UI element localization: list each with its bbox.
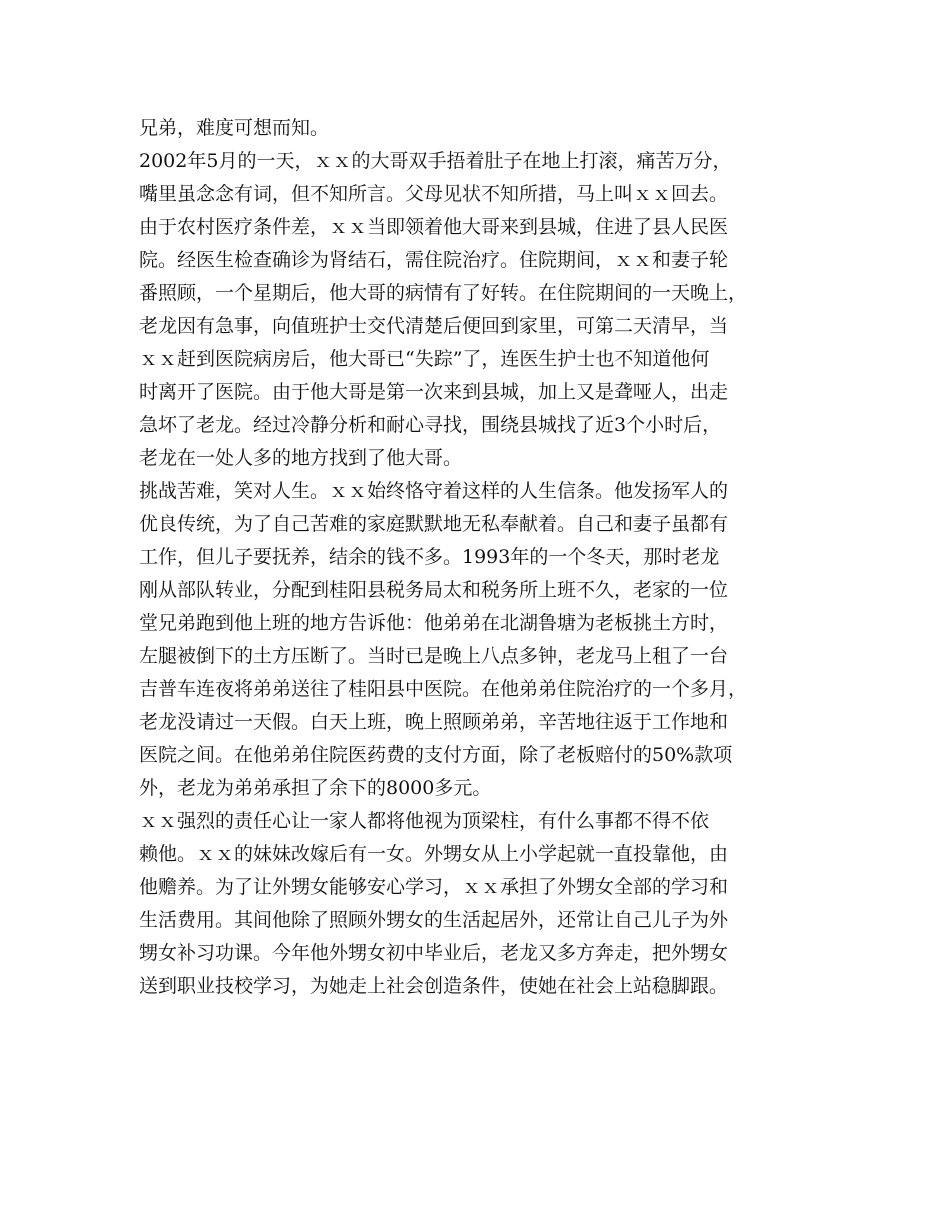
text-line: 左腿被倒下的土方压断了。当时已是晚上八点多钟，老龙马上租了一台 bbox=[139, 645, 729, 667]
text-line: ｘｘ赶到医院病房后，他大哥已“失踪”了，连医生护士也不知道他何 bbox=[139, 348, 710, 370]
text-line: 优良传统，为了自己苦难的家庭默默地无私奉献着。自己和妻子虽都有 bbox=[139, 513, 729, 535]
document-body bbox=[139, 112, 839, 1003]
text-line: 2002年5月的一天，ｘｘ的大哥双手捂着肚子在地上打滚，痛苦万分， bbox=[139, 150, 732, 172]
text-line: 医院之间。在他弟弟住院医药费的支付方面，除了老板赔付的50%款项 bbox=[139, 744, 733, 766]
text-line: 堂兄弟跑到他上班的地方告诉他：他弟弟在北湖鲁塘为老板挑土方时， bbox=[139, 612, 729, 634]
text-line: 老龙因有急事，向值班护士交代清楚后便回到家里，可第二天清早，当 bbox=[139, 315, 729, 337]
text-line: 吉普车连夜将弟弟送往了桂阳县中医院。在他弟弟住院治疗的一个多月， bbox=[139, 678, 748, 700]
text-line: ｘｘ强烈的责任心让一家人都将他视为顶梁柱，有什么事都不得不依 bbox=[139, 810, 710, 832]
text-line: 送到职业技校学习，为她走上社会创造条件，使她在社会上站稳脚跟。 bbox=[139, 975, 729, 997]
text-line: 由于农村医疗条件差，ｘｘ当即领着他大哥来到县城，住进了县人民医 bbox=[139, 216, 729, 238]
text-line: 他赡养。为了让外甥女能够安心学习，ｘｘ承担了外甥女全部的学习和 bbox=[139, 876, 729, 898]
text-line: 工作，但儿子要抚养，结余的钱不多。1993年的一个冬天，那时老龙 bbox=[139, 546, 720, 568]
text-line: 刚从部队转业，分配到桂阳县税务局太和税务所上班不久，老家的一位 bbox=[139, 579, 729, 601]
text-line: 生活费用。其间他除了照顾外甥女的生活起居外，还常让自己儿子为外 bbox=[139, 909, 729, 931]
text-line: 兄弟，难度可想而知。 bbox=[139, 117, 330, 139]
text-line: 急坏了老龙。经过冷静分析和耐心寻找，围绕县城找了近3个小时后， bbox=[139, 414, 722, 436]
text-line: 嘴里虽念念有词，但不知所言。父母见状不知所措，马上叫ｘｘ回去。 bbox=[139, 183, 729, 205]
text-line: 赖他。ｘｘ的妹妹改嫁后有一女。外甥女从上小学起就一直投靠他，由 bbox=[139, 843, 729, 865]
text-line: 甥女补习功课。今年他外甥女初中毕业后，老龙又多方奔走，把外甥女 bbox=[139, 942, 729, 964]
text-line: 时离开了医院。由于他大哥是第一次来到县城，加上又是聋哑人，出走 bbox=[139, 381, 729, 403]
text-line: 挑战苦难，笑对人生。ｘｘ始终恪守着这样的人生信条。他发扬军人的 bbox=[139, 480, 729, 502]
text-line: 老龙在一处人多的地方找到了他大哥。 bbox=[139, 447, 463, 469]
text-line: 院。经医生检查确诊为肾结石，需住院治疗。住院期间，ｘｘ和妻子轮 bbox=[139, 249, 729, 271]
text-line: 老龙没请过一天假。白天上班，晚上照顾弟弟，辛苦地往返于工作地和 bbox=[139, 711, 729, 733]
text-line: 外，老龙为弟弟承担了余下的8000多元。 bbox=[139, 777, 492, 799]
text-line: 番照顾，一个星期后，他大哥的病情有了好转。在住院期间的一天晚上， bbox=[139, 282, 748, 304]
